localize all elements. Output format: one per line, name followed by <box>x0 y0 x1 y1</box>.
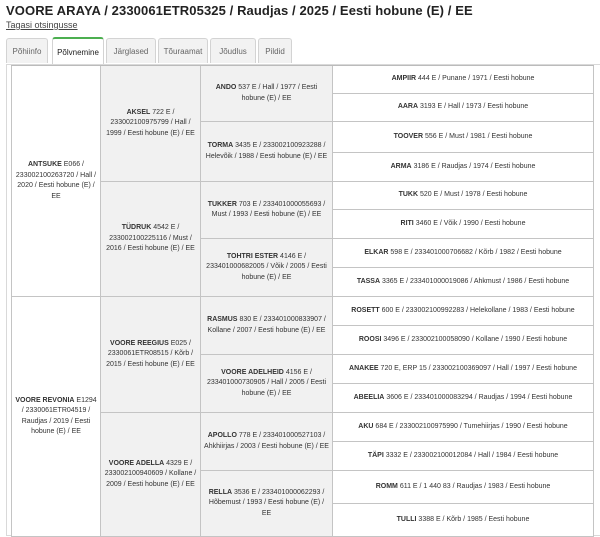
pedigree-sire[interactable]: ANTSUKE E066 / 233002100263720 / Hall / 2020 / Eesti hobune (E) / EE <box>11 66 101 297</box>
pedigree-gen4-cell[interactable]: AKU 684 E / 233002100975990 / Tumehiirjas / 1990 / Eesti hobune <box>333 413 594 442</box>
pedigree-gen2-cell[interactable]: TÜDRUK 4542 E / 233002100225116 / Must / 2016 / Eesti hobune (E) / EE <box>101 182 201 297</box>
pedigree-gen4-cell[interactable]: TUKK 520 E / Must / 1978 / Eesti hobune <box>333 182 594 210</box>
pedigree-gen4-cell[interactable]: ELKAR 598 E / 233401000706682 / Kõrb / 1982 / Eesti hobune <box>333 239 594 268</box>
tab-polvnemine[interactable]: Põlvnemine <box>52 37 104 65</box>
pedigree-dam[interactable]: VOORE REVONIA E1294 / 2330061ETR04519 / Raudjas / 2019 / Eesti hobune (E) / EE <box>11 297 101 537</box>
pedigree-gen4-cell[interactable]: AMPIIR 444 E / Punane / 1971 / Eesti hobune <box>333 66 594 94</box>
pedigree-gen4-cell[interactable]: TÄPI 3332 E / 233002100012084 / Hall / 1984 / Eesti hobune <box>333 442 594 471</box>
pedigree-gen4-cell[interactable]: TOOVER 556 E / Must / 1981 / Eesti hobune <box>333 122 594 153</box>
tab-joudlus[interactable]: Jõudlus <box>210 38 256 63</box>
pedigree-gen3-cell[interactable]: RASMUS 830 E / 233401000833907 / Kollane / 2007 / Eesti hobune (E) / EE <box>201 297 333 355</box>
tab-touraamat[interactable]: Tõuraamat <box>158 38 208 63</box>
pedigree-gen3-cell[interactable]: VOORE ADELHEID 4156 E / 233401000730905 / Hall / 2005 / Eesti hobune (E) / EE <box>201 355 333 413</box>
back-to-search-link[interactable]: Tagasi otsingusse <box>6 20 78 30</box>
pedigree-gen4-cell[interactable]: ANAKEE 720 E, ERP 15 / 233002100369097 / Hall / 1997 / Eesti hobune <box>333 355 594 384</box>
pedigree-gen4-cell[interactable]: ABEELIA 3606 E / 233401000083294 / Raudjas / 1994 / Eesti hobune <box>333 384 594 413</box>
pedigree-gen4-cell[interactable]: RITI 3460 E / Võik / 1990 / Eesti hobune <box>333 210 594 239</box>
tab-pohiinfo[interactable]: Põhiinfo <box>6 38 48 63</box>
pedigree-gen2-cell[interactable]: VOORE ADELLA 4329 E / 233002100940609 / Kollane / 2009 / Eesti hobune (E) / EE <box>101 413 201 537</box>
pedigree-gen4-cell[interactable]: TULLI 3388 E / Kõrb / 1985 / Eesti hobune <box>333 504 594 537</box>
pedigree-table <box>11 65 594 536</box>
pedigree-gen4-cell[interactable]: ARMA 3186 E / Raudjas / 1974 / Eesti hobune <box>333 153 594 182</box>
pedigree-gen4-cell[interactable]: ROMM 611 E / 1 440 83 / Raudjas / 1983 / Eesti hobune <box>333 471 594 504</box>
pedigree-gen3-cell[interactable]: ANDO 537 E / Hall / 1977 / Eesti hobune (E) / EE <box>201 66 333 122</box>
pedigree-gen3-cell[interactable]: APOLLO 778 E / 233401000527103 / Ahkhiirjas / 2003 / Eesti hobune (E) / EE <box>201 413 333 471</box>
pedigree-gen4-cell[interactable]: ROSETT 600 E / 233002100992283 / Helekollane / 1983 / Eesti hobune <box>333 297 594 326</box>
pedigree-gen2-cell[interactable]: VOORE REEGIUS E025 / 2330061ETR08515 / Kõrb / 2015 / Eesti hobune (E) / EE <box>101 297 201 413</box>
pedigree-gen4-cell[interactable]: AARA 3193 E / Hall / 1973 / Eesti hobune <box>333 94 594 122</box>
pedigree-gen3-cell[interactable]: TUKKER 703 E / 233401000055693 / Must / 1993 / Eesti hobune (E) / EE <box>201 182 333 239</box>
pedigree-gen3-cell[interactable]: RELLA 3536 E / 233401000062293 / Hõbemust / 1993 / Eesti hobune (E) / EE <box>201 471 333 537</box>
pedigree-gen3-cell[interactable]: TOHTRI ESTER 4146 E / 233401000682005 / Võik / 2005 / Eesti hobune (E) / EE <box>201 239 333 297</box>
pedigree-gen4-cell[interactable]: TASSA 3365 E / 233401000019086 / Ahkmust / 1986 / Eesti hobune <box>333 268 594 297</box>
page-title: VOORE ARAYA / 2330061ETR05325 / Raudjas / 2025 / Eesti hobune (E) / EE <box>6 3 473 18</box>
tab-jarglased[interactable]: Järglased <box>106 38 156 63</box>
tab-pildid[interactable]: Pildid <box>258 38 292 63</box>
pedigree-gen4-cell[interactable]: ROOSI 3496 E / 233002100058090 / Kollane / 1990 / Eesti hobune <box>333 326 594 355</box>
pedigree-gen3-cell[interactable]: TORMA 3435 E / 233002100923288 / Helevõik / 1988 / Eesti hobune (E) / EE <box>201 122 333 182</box>
pedigree-gen2-cell[interactable]: AKSEL 722 E / 233002100975799 / Hall / 1999 / Eesti hobune (E) / EE <box>101 66 201 182</box>
